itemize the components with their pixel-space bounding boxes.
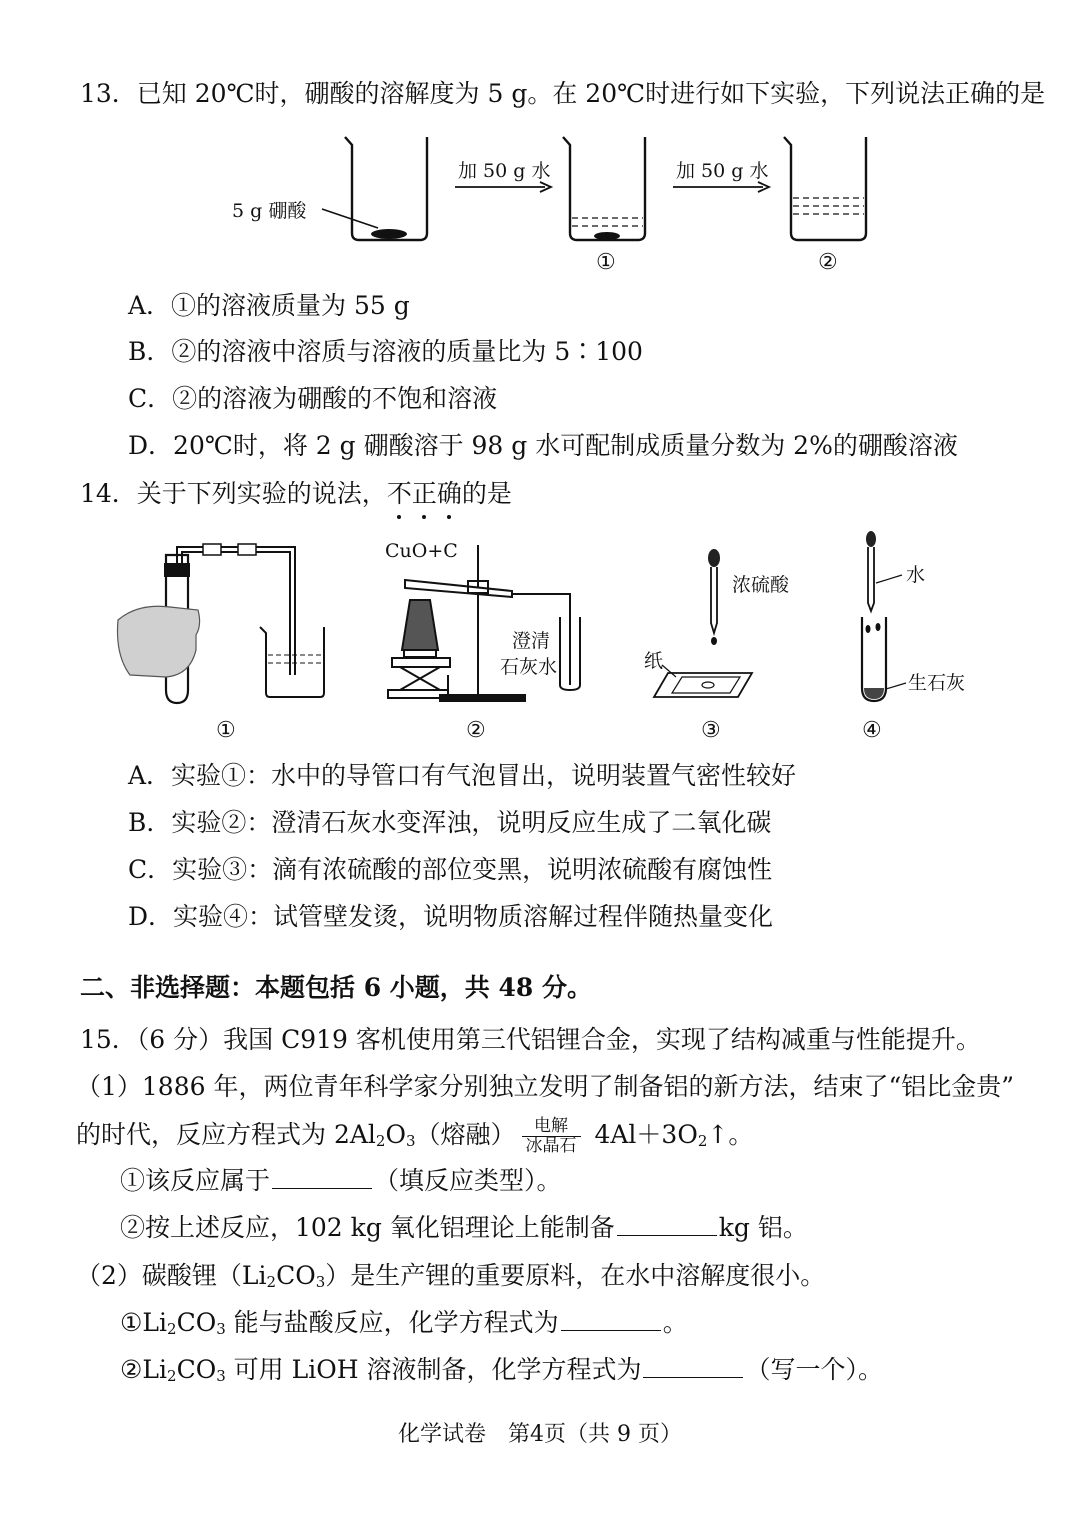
q15-part2-q1: $①Li_2CO_3$ 能与盐酸反应，化学方程式为 。	[120, 1308, 688, 1338]
q14-option-a: A．实验①：水中的导管口有气泡冒出，说明装置气密性较好	[128, 761, 797, 790]
q15-part1-line1: （1）1886 年，两位青年科学家分别独立发明了制备铝的新方法，结束了“铝比金贵”	[76, 1072, 1015, 1101]
reaction-condition: $\frac{\text{电解}}{\text{冰晶石}}$	[522, 1117, 581, 1156]
exp3-apparatus	[654, 549, 752, 697]
exp4-water-label: 水	[906, 564, 926, 586]
q15-part1-q2: ②按上述反应，102 kg 氧化铝理论上能制备 kg 铝。	[120, 1213, 808, 1242]
boric-acid-solid	[371, 229, 407, 239]
exp3-number: ③	[701, 718, 721, 743]
exp1-number: ①	[216, 718, 236, 743]
page-footer: 化学试卷 第4页（共 9 页）	[398, 1422, 682, 1447]
q15-equation-line: 的时代，反应方程式为 $2Al_2O_3$（熔融） $\frac{\text{电解}}{\text{冰晶石}}$ $4Al+3O_2↑$。	[76, 1116, 754, 1156]
exp3-acid-label: 浓硫酸	[732, 574, 790, 596]
q14-stem: 14．关于下列实验的说法，不正确的是	[80, 479, 512, 508]
beaker2-number: ②	[818, 250, 838, 275]
answer-blank[interactable]	[272, 1166, 372, 1189]
exp1-apparatus	[118, 544, 325, 703]
exp4-apparatus	[862, 531, 906, 701]
q14-option-b: B．实验②：澄清石灰水变浑浊，说明反应生成了二氧化碳	[128, 808, 772, 837]
exp4-lime-label: 生石灰	[908, 672, 966, 694]
arrow1	[455, 182, 551, 192]
q13-figure	[0, 125, 1080, 285]
section2-heading: 二、非选择题：本题包括 6 小题，共 48 分。	[80, 973, 593, 1002]
arrow1-label: 加 50 g 水	[458, 160, 551, 182]
exp2-reagent: CuO+C	[385, 540, 458, 562]
q15-stem: 15．（6 分）我国 C919 客机使用第三代铝锂合金，实现了结构减重与性能提升。	[80, 1025, 981, 1054]
q15-part1-q1: ①该反应属于 （填反应类型）。	[120, 1166, 562, 1195]
q13-option-b: B．②的溶液中溶质与溶液的质量比为 5∶100	[128, 337, 643, 366]
arrow2-label: 加 50 g 水	[676, 160, 769, 182]
q15-part2-line: （2）碳酸锂$(Li_2CO_3)$是生产锂的重要原料，在水中溶解度很小。	[76, 1261, 826, 1291]
exp2-number: ②	[466, 718, 486, 743]
beaker-2	[784, 137, 866, 240]
beaker-empty-with-solid	[345, 137, 427, 240]
q13-option-a: A．①的溶液质量为 55 g	[128, 291, 410, 320]
arrow2	[673, 182, 769, 192]
exp2-limewater-line1: 澄清	[512, 630, 551, 652]
exp2-limewater-line2: 石灰水	[500, 656, 558, 678]
label-solid: 5 g 硼酸	[232, 200, 307, 222]
q13-option-d: D．20℃时，将 2 g 硼酸溶于 98 g 水可配制成质量分数为 2%的硼酸溶液	[128, 431, 958, 460]
q13-stem: 13．已知 20℃时，硼酸的溶解度为 5 g。在 20℃时进行如下实验，下列说法正确的是	[80, 79, 1046, 108]
answer-blank[interactable]	[643, 1355, 743, 1378]
exp3-paper-label: 纸	[644, 650, 664, 672]
q15-part2-q2: $②Li_2CO_3$ 可用 LiOH 溶液制备，化学方程式为 （写一个）。	[120, 1355, 883, 1385]
answer-blank[interactable]	[617, 1213, 717, 1236]
exp4-number: ④	[862, 718, 882, 743]
q14-option-d: D．实验④：试管壁发烫，说明物质溶解过程伴随热量变化	[128, 902, 774, 931]
q13-option-c: C．②的溶液为硼酸的不饱和溶液	[128, 384, 498, 413]
q14-option-c: C．实验③：滴有浓硫酸的部位变黑，说明浓硫酸有腐蚀性	[128, 855, 773, 884]
beaker1-number: ①	[596, 250, 616, 275]
answer-blank[interactable]	[561, 1308, 661, 1331]
q14-figure	[0, 525, 1080, 750]
beaker-1	[563, 137, 645, 240]
